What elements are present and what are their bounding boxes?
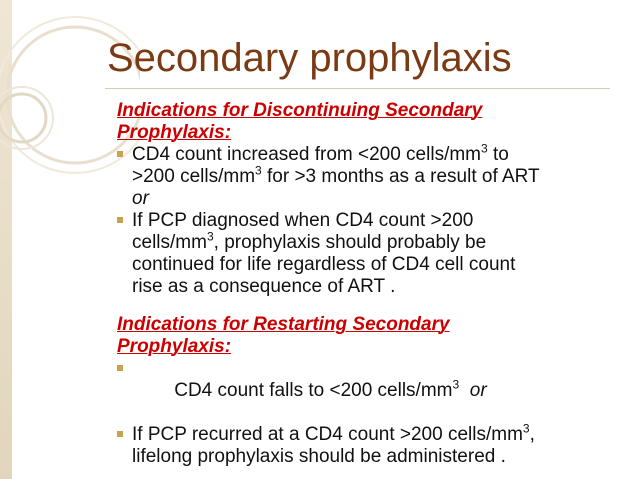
slide-title: Secondary prophylaxis	[107, 36, 512, 80]
bullet-line: rise as a consequence of ART .	[132, 276, 396, 297]
bullet-line	[132, 229, 622, 254]
bullet-text: CD4 count falls to <200 cells/mm	[174, 380, 453, 401]
section2-heading-line2: Prophylaxis:	[117, 336, 232, 357]
square-bullet-icon	[117, 151, 123, 157]
section2-bullet1	[117, 358, 622, 424]
section2-heading	[117, 314, 622, 358]
bullet-text: for >3 months as a result of ART	[261, 166, 540, 187]
bullet-line: continued for life regardless of CD4 cell count	[132, 254, 516, 275]
superscript: 3	[522, 421, 530, 436]
section1-bullet1	[117, 141, 622, 210]
bullet-text: cells/mm	[132, 232, 207, 253]
bullet-line: lifelong prophylaxis should be administered .	[132, 446, 506, 467]
bullet-text: If PCP recurred at a CD4 count >200 cells/mm	[132, 424, 523, 445]
section1-heading-line2: Prophylaxis:	[117, 122, 232, 143]
superscript: 3	[452, 377, 460, 392]
slide-body	[117, 100, 622, 468]
section1-heading-line1: Indications for Discontinuing Secondary	[117, 100, 483, 121]
title-divider	[105, 88, 610, 89]
square-bullet-icon	[117, 365, 123, 371]
section2-bullet2	[117, 421, 622, 468]
deco-circle-small	[0, 94, 46, 142]
superscript: 3	[481, 141, 488, 156]
superscript: 3	[255, 163, 262, 178]
square-bullet-icon	[117, 217, 123, 223]
bullet-line	[132, 358, 622, 424]
bullet-line	[132, 163, 622, 188]
or-connector: or	[469, 380, 487, 401]
bullet-text: >200 cells/mm	[132, 166, 256, 187]
section1-heading	[117, 100, 622, 144]
superscript: 3	[206, 229, 214, 244]
bullet-line	[132, 141, 622, 166]
bullet-text: , prophylaxis should probably be	[213, 232, 487, 253]
section1-bullet2	[117, 210, 622, 298]
bullet-text: to	[487, 144, 509, 165]
square-bullet-icon	[117, 431, 123, 437]
bullet-line: If PCP diagnosed when CD4 count >200	[132, 210, 474, 231]
bullet-text: ,	[529, 424, 535, 445]
section2-heading-line1: Indications for Restarting Secondary	[117, 314, 450, 335]
spacer	[459, 380, 470, 401]
bullet-line	[132, 421, 622, 446]
bullet-text: CD4 count increased from <200 cells/mm	[132, 144, 482, 165]
or-connector: or	[132, 188, 149, 209]
